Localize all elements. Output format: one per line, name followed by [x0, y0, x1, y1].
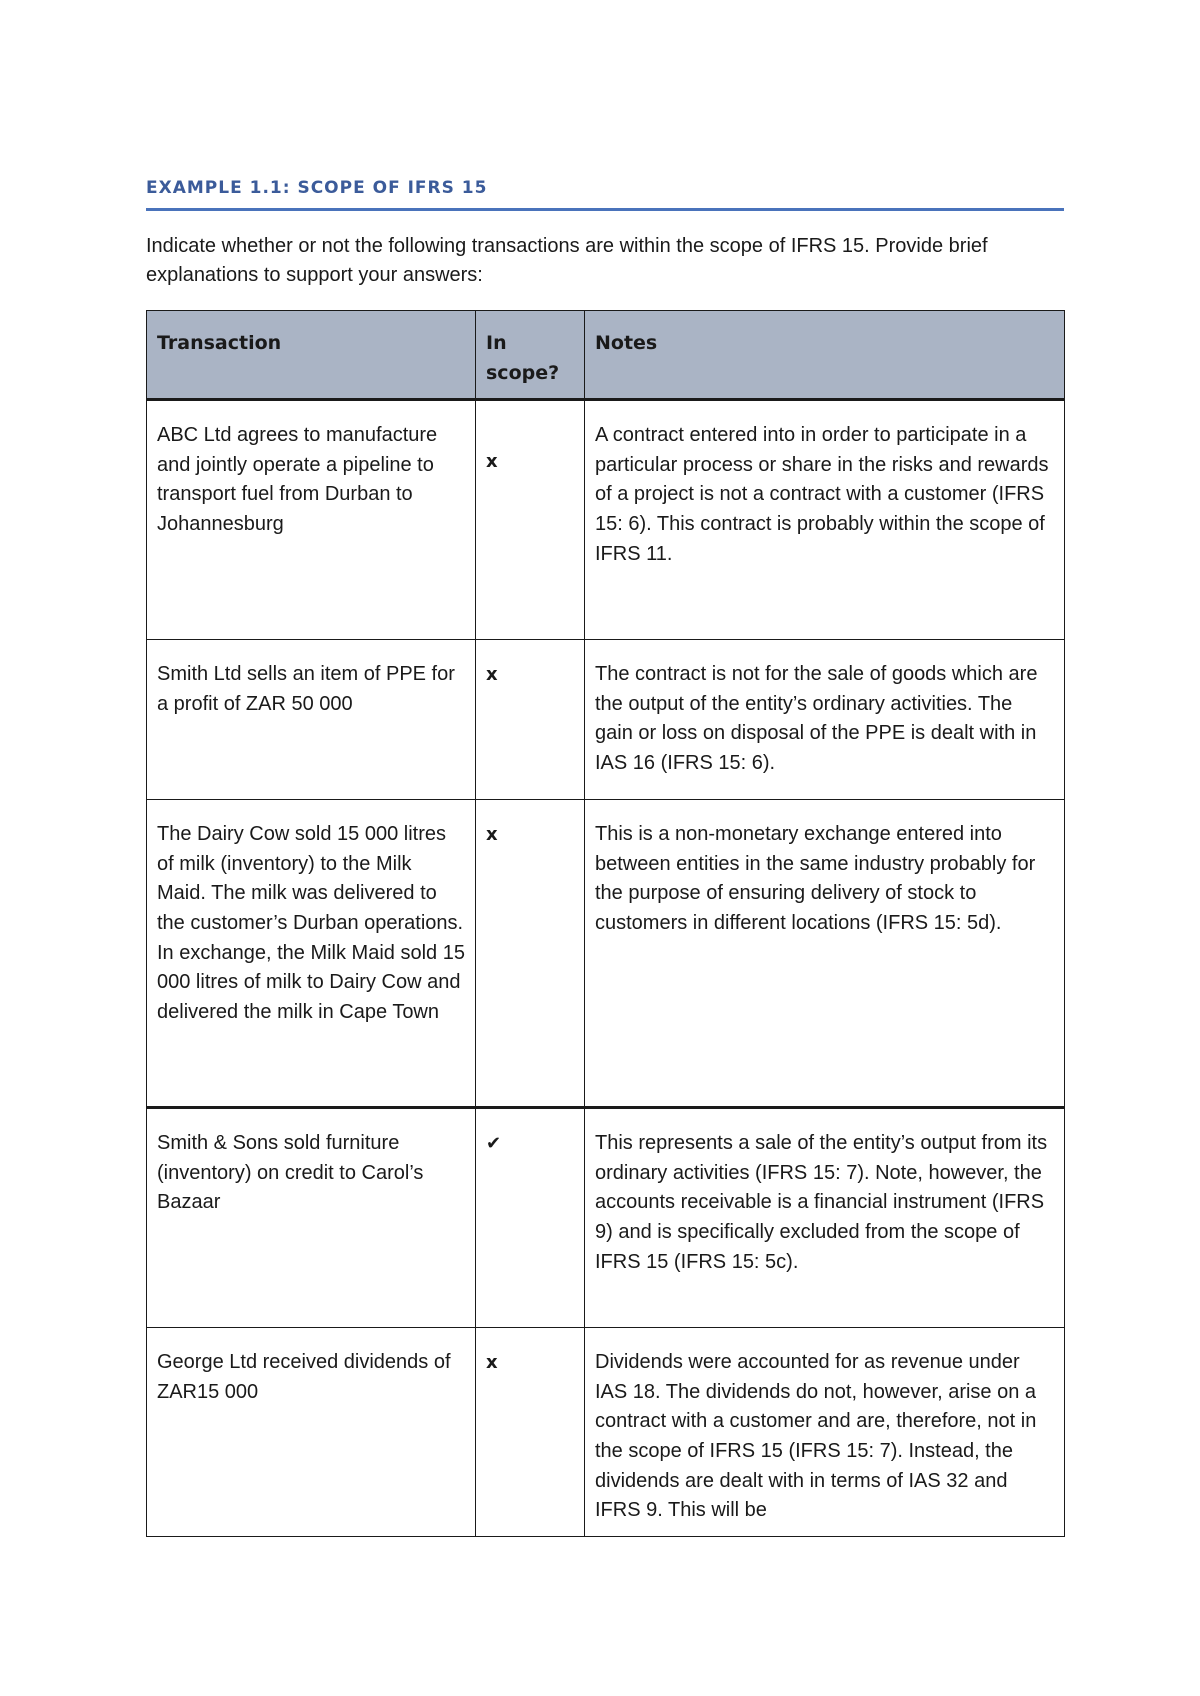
header-notes: Notes — [585, 311, 1065, 400]
table-row — [147, 800, 1065, 1108]
in-scope-cell: ✔ — [476, 1108, 585, 1328]
notes-cell: This represents a sale of the entity’s output from its ordinary activities (IFRS 15: 7). Note, however, the accounts receivable is a financial instrument (IFRS 9) and is specifically excluded from the scope of IFRS 15 (IFRS 15: 5c). — [585, 1108, 1065, 1328]
transaction-cell: Smith & Sons sold furniture (inventory) on credit to Carol’s Bazaar — [147, 1108, 476, 1328]
in-scope-cell: x — [476, 400, 585, 640]
in-scope-cell: x — [476, 1328, 585, 1537]
in-scope-cell: x — [476, 800, 585, 1108]
notes-cell: A contract entered into in order to participate in a particular process or share in the risks and rewards of a project is not a contract with a customer (IFRS 15: 6). This contract is probably within the scope of IFRS 11. — [585, 400, 1065, 640]
heading-rule — [146, 208, 1064, 211]
transaction-cell: Smith Ltd sells an item of PPE for a profit of ZAR 50 000 — [147, 640, 476, 800]
table-row — [147, 1328, 1065, 1537]
transaction-cell: The Dairy Cow sold 15 000 litres of milk (inventory) to the Milk Maid. The milk was delivered to the customer’s Durban operations. In exchange, the Milk Maid sold 15 000 litres of milk to Dairy Cow and delivered the milk in Cape Town — [147, 800, 476, 1108]
notes-cell: The contract is not for the sale of goods which are the output of the entity’s ordinary activities. The gain or loss on disposal of the PPE is dealt with in IAS 16 (IFRS 15: 6). — [585, 640, 1065, 800]
notes-cell: Dividends were accounted for as revenue under IAS 18. The dividends do not, however, arise on a contract with a customer and are, therefore, not in the scope of IFRS 15 (IFRS 15: 7). Instead, the dividends are dealt with in terms of IAS 32 and IFRS 9. This will be — [585, 1328, 1065, 1537]
table-row — [147, 400, 1065, 640]
example-heading: EXAMPLE 1.1: SCOPE OF IFRS 15 — [146, 178, 488, 198]
intro-paragraph: Indicate whether or not the following transactions are within the scope of IFRS 15. Provide brief explanations to support your answers: — [146, 235, 988, 286]
transaction-cell: ABC Ltd agrees to manufacture and jointly operate a pipeline to transport fuel from Durban to Johannesburg — [147, 400, 476, 640]
notes-cell: This is a non-monetary exchange entered into between entities in the same industry probably for the purpose of ensuring delivery of stock to customers in different locations (IFRS 15: 5d). — [585, 800, 1065, 1108]
table-header-row — [147, 311, 1065, 400]
table-row — [147, 640, 1065, 800]
table-row — [147, 1108, 1065, 1328]
header-in-scope: In scope? — [476, 311, 585, 400]
scope-table — [146, 310, 1065, 1537]
in-scope-cell: x — [476, 640, 585, 800]
transaction-cell: George Ltd received dividends of ZAR15 000 — [147, 1328, 476, 1537]
header-transaction: Transaction — [147, 311, 476, 400]
